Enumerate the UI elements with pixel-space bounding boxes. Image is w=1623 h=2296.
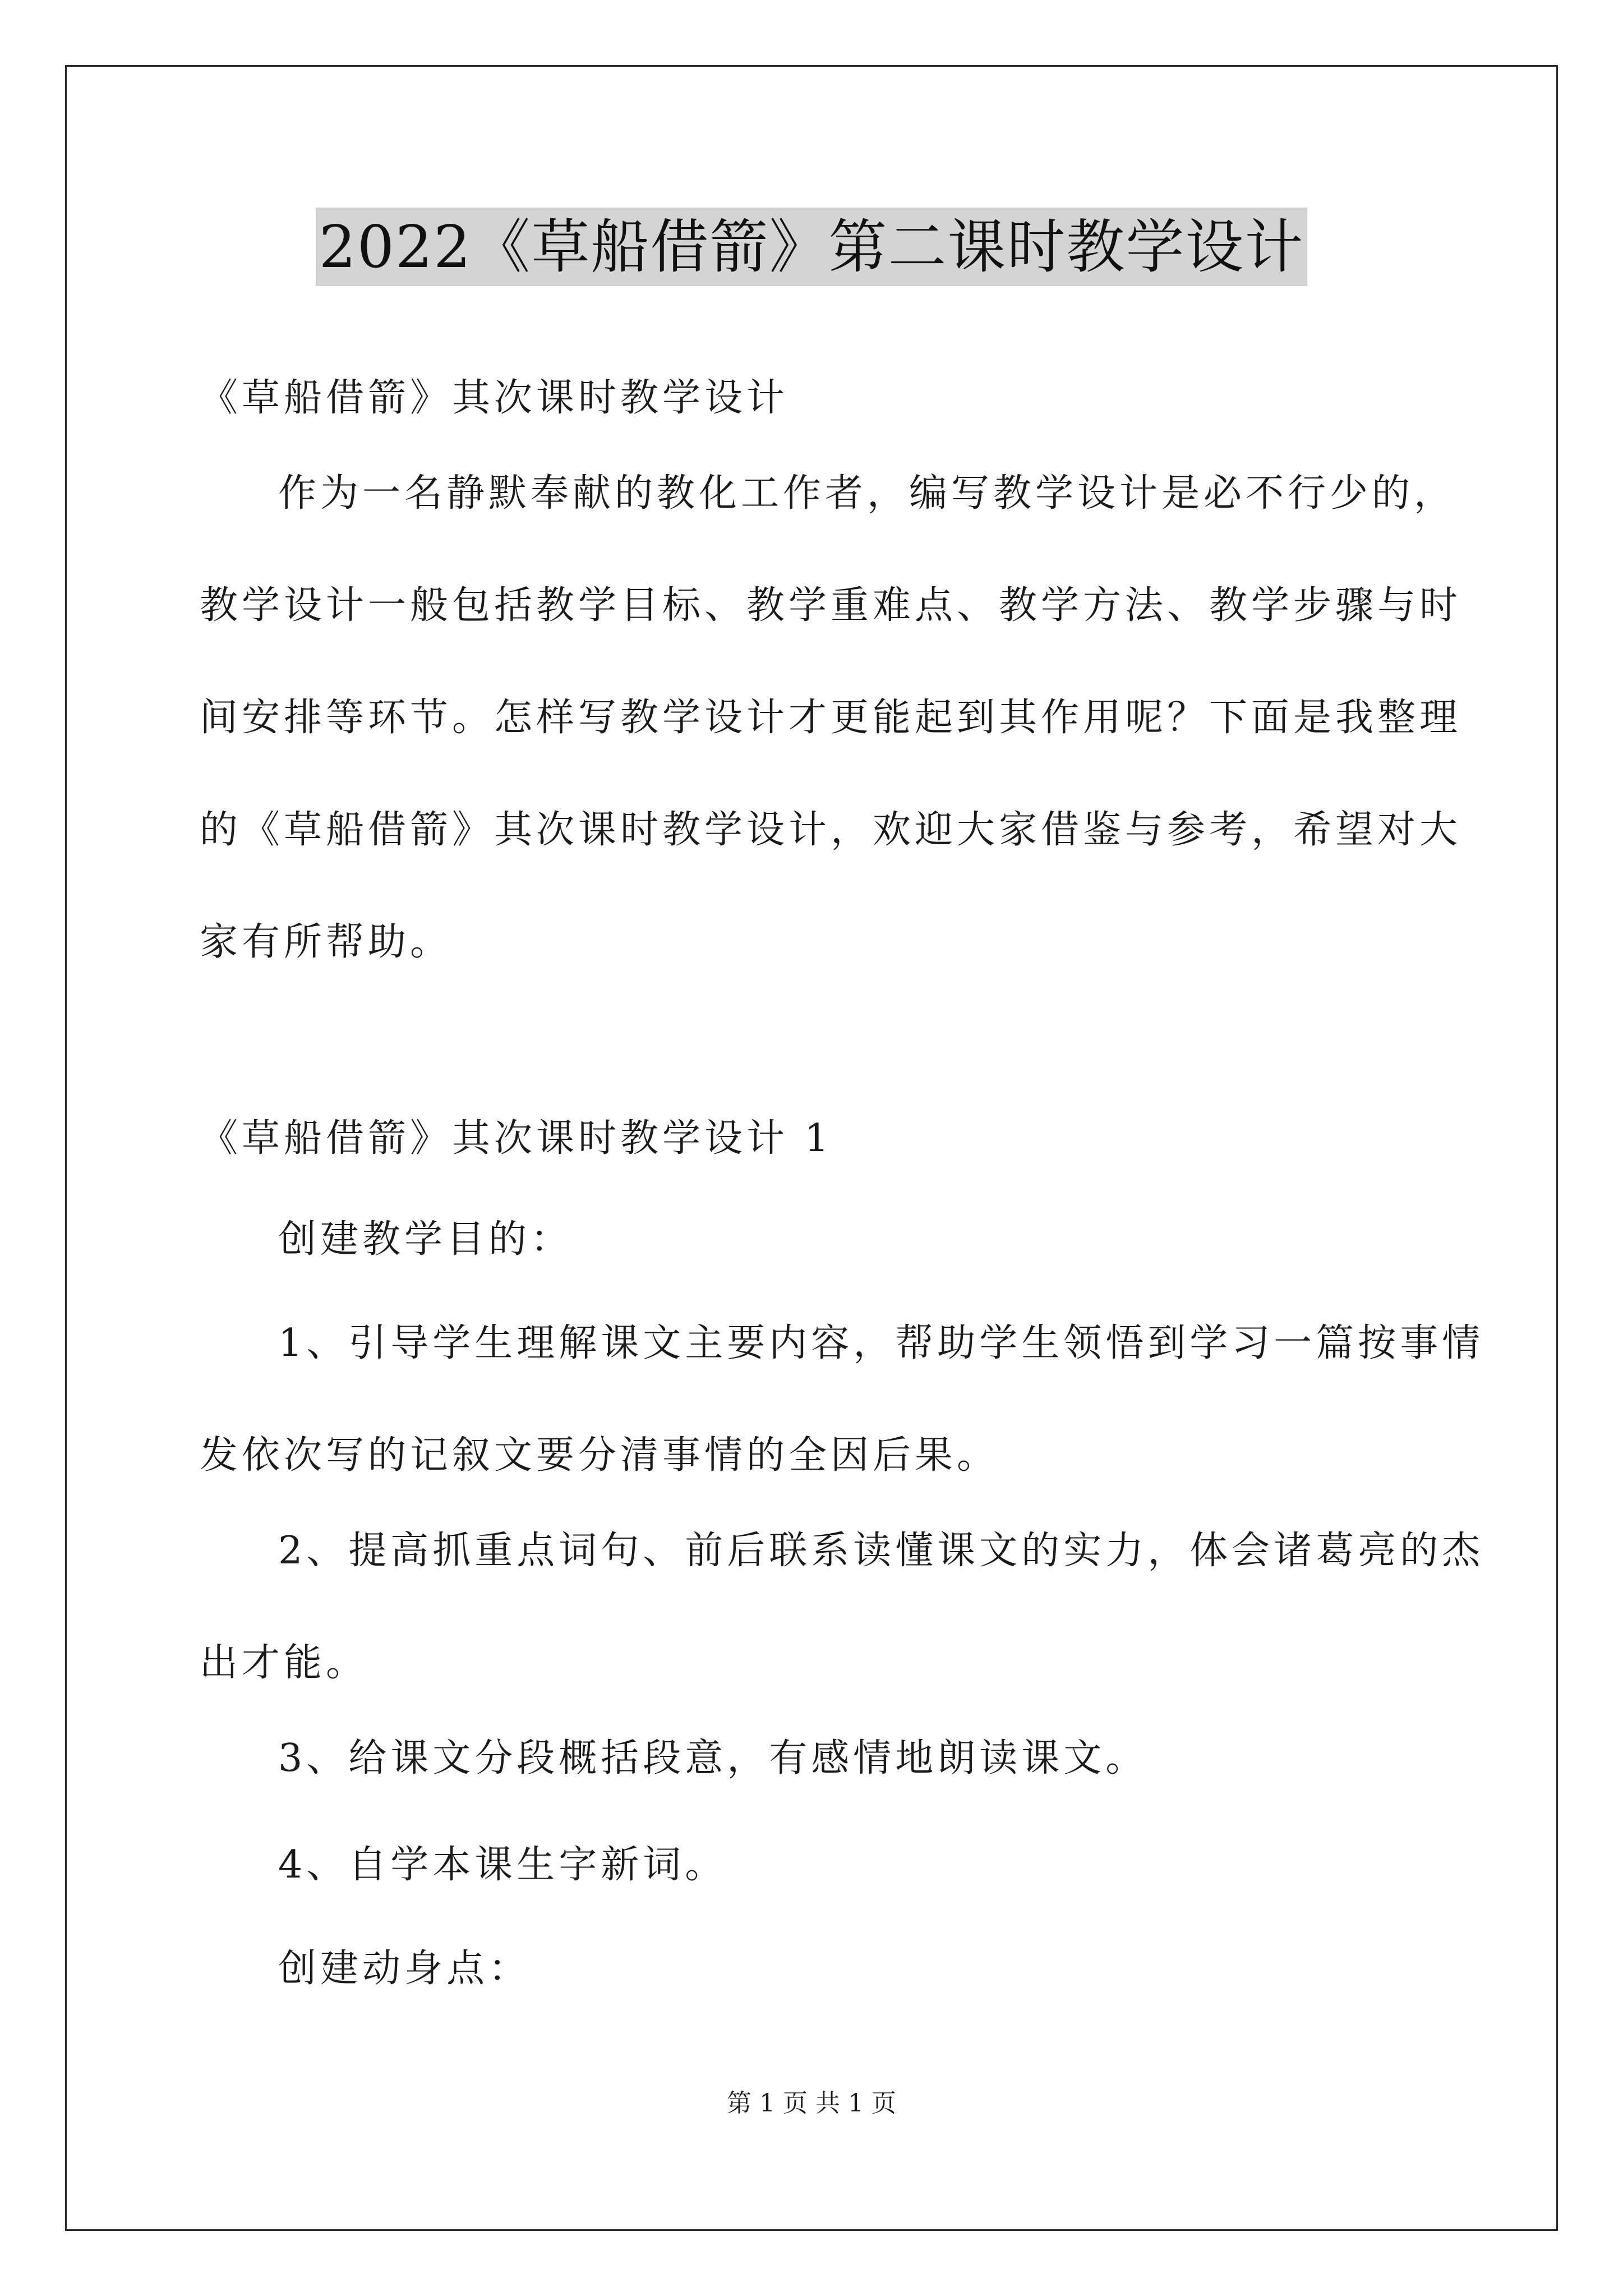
intro-line: 教学设计一般包括教学目标、教学重难点、教学方法、教学步骤与时	[200, 583, 1462, 628]
intro-line: 的《草船借箭》其次课时教学设计，欢迎大家借鉴与参考，希望对大	[200, 808, 1462, 852]
intro-line: 间安排等环节。怎样写教学设计才更能起到其作用呢？下面是我整理	[200, 696, 1462, 740]
starting-point-heading: 创建动身点：	[278, 1947, 531, 1991]
goal-1-line: 1、引导学生理解课文主要内容，帮助学生领悟到学习一篇按事情	[278, 1321, 1484, 1365]
intro-paragraph	[200, 438, 1462, 999]
intro-line: 家有所帮助。	[200, 920, 453, 964]
goal-1-line: 发依次写的记叙文要分清事情的全因后果。	[200, 1433, 999, 1478]
title-container	[0, 208, 1623, 286]
intro-line: 作为一名静默奉献的教化工作者，编写教学设计是必不行少的，	[278, 471, 1456, 516]
goal-1-paragraph	[200, 1287, 1484, 1512]
page-footer: 第 1 页 共 1 页	[727, 2089, 896, 2118]
section-heading: 《草船借箭》其次课时教学设计 1	[200, 1116, 833, 1161]
goals-heading: 创建教学目的：	[278, 1217, 573, 1262]
goal-2-line: 2、提高抓重点词句、前后联系读懂课文的实力，体会诸葛亮的杰	[278, 1529, 1484, 1573]
goal-3: 3、给课文分段概括段意，有感情地朗读课文。	[278, 1736, 1148, 1780]
document-title: 2022《草船借箭》第二课时教学设计	[316, 208, 1308, 286]
goal-2-line: 出才能。	[200, 1641, 368, 1685]
goal-2-paragraph	[200, 1495, 1484, 1719]
goal-4: 4、自学本课生字新词。	[278, 1843, 727, 1887]
document-subtitle: 《草船借箭》其次课时教学设计	[200, 376, 789, 420]
